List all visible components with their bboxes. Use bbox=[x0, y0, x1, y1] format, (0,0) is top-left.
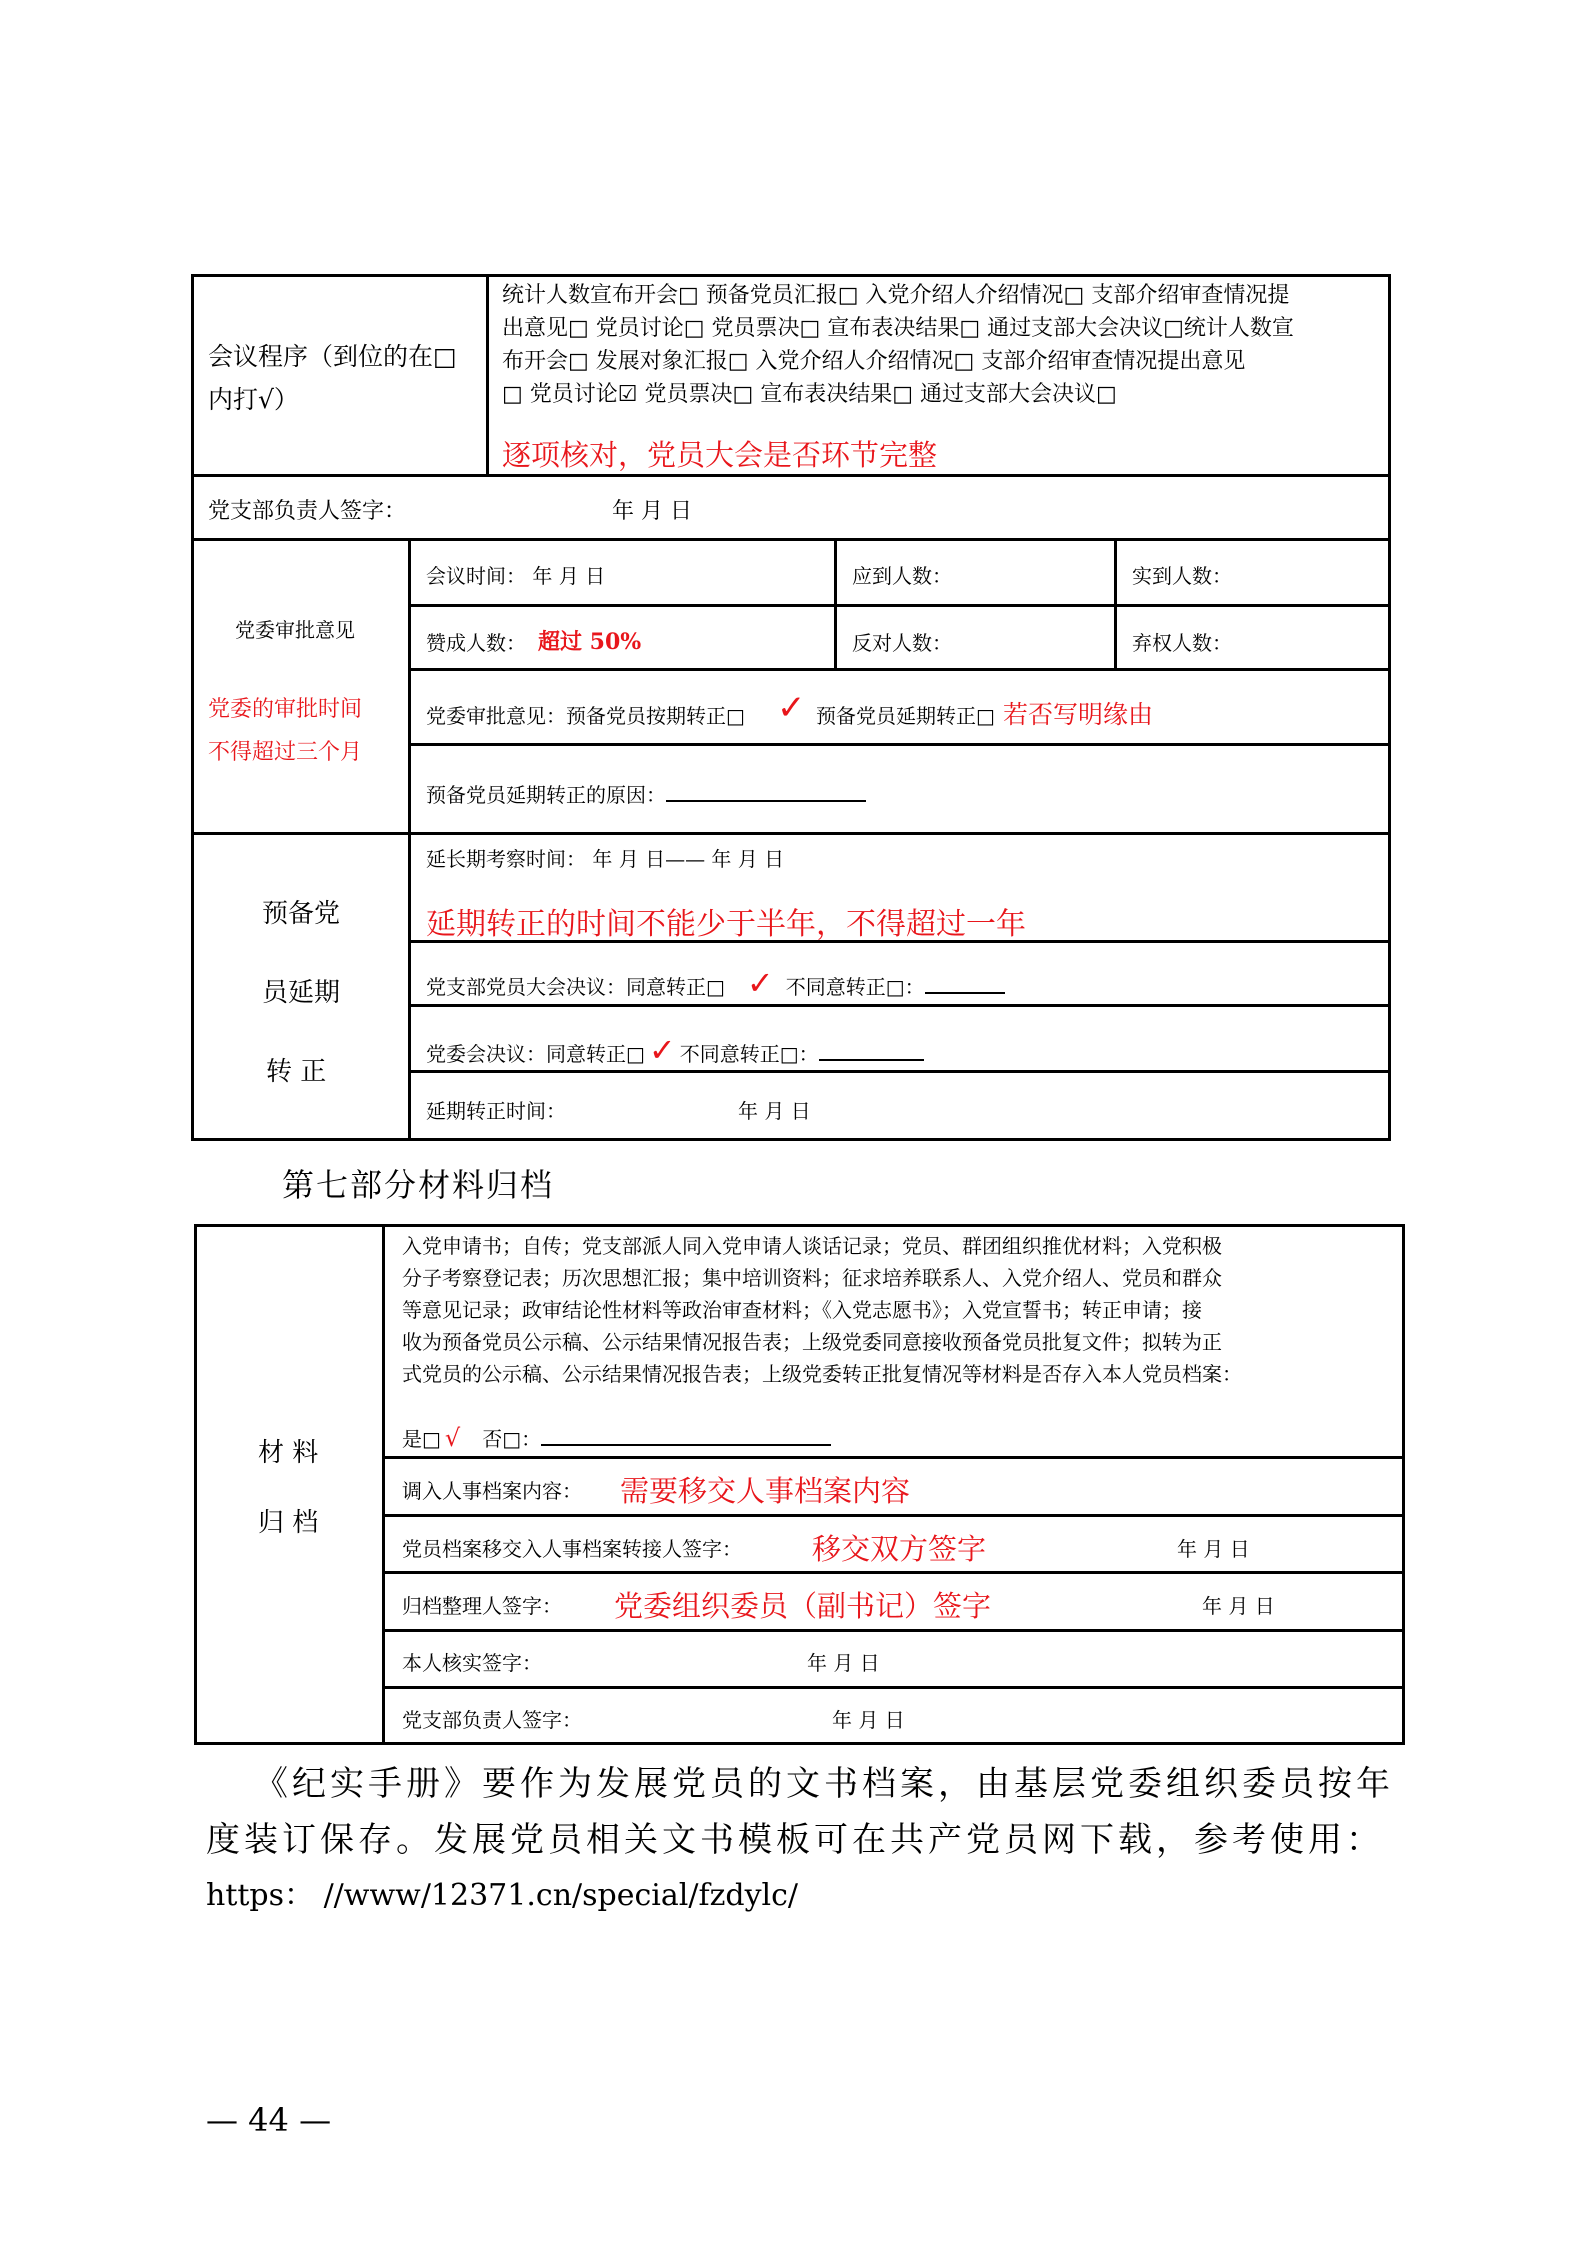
handover-note: 移交双方签字 bbox=[812, 1532, 987, 1566]
meeting-steps-line-1: 统计人数宣布开会□ 预备党员汇报□ 入党介绍人介绍情况□ 支部介绍审查情况提 bbox=[502, 283, 1290, 308]
approve-note: 超过 50% bbox=[538, 629, 642, 655]
committee-opinion-note: 若否写明缘由 bbox=[1003, 700, 1154, 729]
footer-line-1: 《纪实手册》要作为发展党员的文书档案，由基层党委组织委员按年 bbox=[254, 1764, 1394, 1804]
extension-time-label: 延期转正时间： bbox=[426, 1099, 566, 1123]
archive-materials-line-3: 等意见记录；政审结论性材料等政治审查材料；《入党志愿书》；入党宣誓书；转正申请；接 bbox=[402, 1298, 1202, 1322]
actual-count: 实到人数： bbox=[1132, 564, 1232, 588]
handover-date: 年 月 日 bbox=[1177, 1537, 1250, 1561]
committee-decision-disagree: 不同意转正□： bbox=[679, 1042, 819, 1066]
self-verify-label: 本人核实签字： bbox=[402, 1651, 542, 1675]
committee-note-1: 党委的审批时间 bbox=[208, 697, 363, 722]
committee-decision-blank bbox=[819, 1041, 924, 1061]
archive-materials-line-4: 收为预备党员公示稿、公示结果情况报告表；上级党委同意接收预备党员批复文件；拟转为正 bbox=[402, 1330, 1222, 1354]
abstain-count: 弃权人数： bbox=[1132, 631, 1232, 655]
archive-yes: 是□ bbox=[402, 1427, 441, 1451]
archive-materials-line-2: 分子考察登记表；历次思想汇报；集中培训资料；征求培养联系人、入党介绍人、党员和群众 bbox=[402, 1266, 1222, 1290]
organizer-label: 归档整理人签字： bbox=[402, 1594, 562, 1618]
archive-no: 否□： bbox=[482, 1427, 542, 1451]
meeting-time: 会议时间： 年 月 日 bbox=[426, 564, 606, 588]
check-mark: ✓ bbox=[648, 1031, 676, 1069]
archive-materials-line-5: 式党员的公示稿、公示结果情况报告表；上级党委转正批复情况等材料是否存入本人党员档案： bbox=[402, 1362, 1242, 1386]
check-mark: ✓ bbox=[746, 964, 774, 1002]
extension-title-2: 员延期 bbox=[262, 978, 341, 1008]
meeting-steps-line-2: 出意见□ 党员讨论□ 党员票决□ 宣布表决结果□ 通过支部大会决议□统计人数宣 bbox=[502, 316, 1294, 341]
approve-count: 赞成人数： bbox=[426, 631, 526, 655]
oppose-count: 反对人数： bbox=[852, 631, 952, 655]
committee-title: 党委审批意见 bbox=[235, 618, 355, 642]
footer-paragraph bbox=[206, 1756, 1396, 1924]
committee-note-2: 不得超过三个月 bbox=[208, 740, 363, 765]
archive-no-blank bbox=[541, 1426, 831, 1446]
leader-sign-date: 年 月 日 bbox=[832, 1708, 905, 1732]
archive-materials-line-1: 入党申请书；自传；党支部派人同入党申请人谈话记录；党员、群团组织推优材料；入党积极 bbox=[402, 1234, 1222, 1258]
section-title: 第七部分材料归档 bbox=[282, 1166, 555, 1204]
extension-time-date: 年 月 日 bbox=[738, 1099, 811, 1123]
extension-title-1: 预备党 bbox=[262, 899, 341, 929]
check-mark: ✓ bbox=[777, 688, 806, 728]
archive-yes-no bbox=[402, 1423, 831, 1452]
handover-label: 党员档案移交入人事档案转接人签字： bbox=[402, 1537, 742, 1561]
transfer-note: 需要移交人事档案内容 bbox=[620, 1474, 911, 1508]
expected-count: 应到人数： bbox=[852, 564, 952, 588]
meeting-note: 逐项核对，党员大会是否环节完整 bbox=[502, 438, 938, 472]
leader-sign-label: 党支部负责人签字： bbox=[402, 1708, 582, 1732]
committee-opinion-delay: 预备党员延期转正□ bbox=[816, 704, 995, 728]
branch-decision bbox=[426, 964, 1005, 1002]
footer-line-3: https： //www/12371.cn/special/fzdylc/ bbox=[206, 1878, 799, 1913]
meeting-procedure-label: 会议程序（到位的在□ bbox=[208, 342, 457, 371]
delay-reason-blank bbox=[666, 782, 866, 802]
check-mark: √ bbox=[444, 1424, 461, 1452]
meeting-procedure-label-2: 内打√） bbox=[208, 385, 299, 414]
footer-line-2: 度装订保存。发展党员相关文书模板可在共产党员网下载，参考使用： bbox=[206, 1820, 1384, 1860]
organizer-note: 党委组织委员（副书记）签字 bbox=[614, 1589, 992, 1623]
extension-title-3: 转 正 bbox=[266, 1057, 327, 1087]
delay-reason bbox=[426, 779, 866, 808]
extension-period: 延长期考察时间： 年 月 日—— 年 月 日 bbox=[426, 847, 785, 871]
transfer-label: 调入人事档案内容： bbox=[402, 1479, 582, 1503]
branch-decision-blank bbox=[925, 974, 1005, 994]
organizer-date: 年 月 日 bbox=[1202, 1594, 1275, 1618]
committee-decision-agree: 党委会决议：同意转正□ bbox=[426, 1042, 645, 1066]
extension-note: 延期转正的时间不能少于半年，不得超过一年 bbox=[426, 907, 1026, 942]
meeting-steps-line-4: □ 党员讨论☑ 党员票决□ 宣布表决结果□ 通过支部大会决议□ bbox=[502, 382, 1117, 407]
branch-decision-disagree: 不同意转正□： bbox=[785, 975, 925, 999]
delay-reason-label: 预备党员延期转正的原因： bbox=[426, 783, 666, 807]
branch-decision-agree: 党支部党员大会决议：同意转正□ bbox=[426, 975, 725, 999]
self-verify-date: 年 月 日 bbox=[807, 1651, 880, 1675]
committee-decision bbox=[426, 1031, 924, 1069]
branch-sign-label: 党支部负责人签字： bbox=[208, 499, 407, 524]
page-number: — 44 — bbox=[206, 2101, 332, 2139]
committee-opinion: 党委审批意见：预备党员按期转正□ bbox=[426, 704, 745, 728]
meeting-steps-line-3: 布开会□ 发展对象汇报□ 入党介绍人介绍情况□ 支部介绍审查情况提出意见 bbox=[502, 349, 1246, 374]
archive-title-2: 归 档 bbox=[258, 1508, 319, 1538]
archive-title-1: 材 料 bbox=[258, 1438, 319, 1468]
branch-sign-date: 年 月 日 bbox=[612, 499, 692, 524]
